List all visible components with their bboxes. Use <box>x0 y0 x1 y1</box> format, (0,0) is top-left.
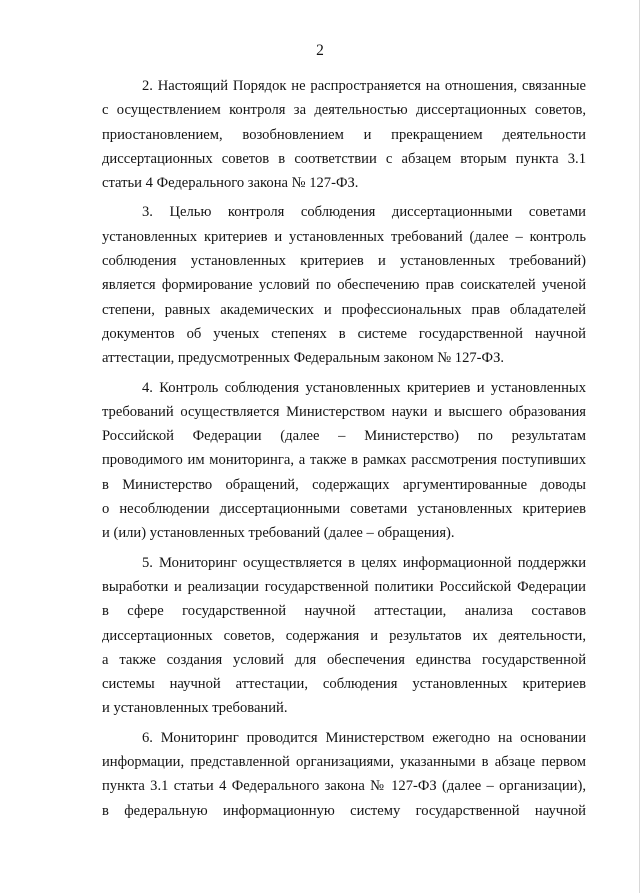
text-line: в федеральную информационную систему государственной научной <box>102 802 586 819</box>
text-line: 4. Контроль соблюдения установленных критериев и установленных <box>142 379 586 396</box>
text-line: и установленных требований. <box>102 700 288 717</box>
text-line: 5. Мониторинг осуществляется в целях информационной поддержки <box>142 554 586 571</box>
text-line: пункта 3.1 статьи 4 Федерального закона № 127-ФЗ (далее – организации), <box>102 778 586 795</box>
page-number: 2 <box>316 42 324 59</box>
paragraph-6 <box>102 726 586 823</box>
text-line: требований осуществляется Министерством науки и высшего образования <box>102 403 586 420</box>
text-line: информации, представленной организациями, указанными в абзаце первом <box>102 754 586 771</box>
text-line: установленных критериев и установленных требований (далее – контроль <box>102 228 586 245</box>
text-line: документов об ученых степенях в системе государственной научной <box>102 325 586 342</box>
text-line: аттестации, предусмотренных Федеральным законом № 127-ФЗ. <box>102 350 505 367</box>
paragraph-2 <box>102 74 586 195</box>
paragraph-4 <box>102 376 586 546</box>
text-line: диссертационных советов в соответствии с абзацем вторым пункта 3.1 <box>102 150 586 167</box>
document-body <box>102 74 586 828</box>
text-line: 6. Мониторинг проводится Министерством ежегодно на основании <box>142 729 586 746</box>
text-line: является формирование условий по обеспечению прав соискателей ученой <box>102 277 586 294</box>
text-line: 3. Целью контроля соблюдения диссертационными советами <box>142 204 586 221</box>
text-line: выработки и реализации государственной политики Российской Федерации <box>102 578 586 595</box>
text-line: о несоблюдении диссертационными советами установленных критериев <box>102 501 586 518</box>
text-line: степени, равных академических и профессиональных прав обладателей <box>102 301 586 318</box>
text-line: в сфере государственной научной аттестации, анализа составов <box>102 603 586 620</box>
text-line: с осуществлением контроля за деятельностью диссертационных советов, <box>102 102 586 119</box>
text-line: и (или) установленных требований (далее – обращения). <box>102 525 455 542</box>
text-line: статьи 4 Федерального закона № 127-ФЗ. <box>102 175 359 192</box>
text-line: проводимого им мониторинга, а также в рамках рассмотрения поступивших <box>102 452 586 469</box>
text-line: системы научной аттестации, соблюдения установленных критериев <box>102 676 586 693</box>
text-line: диссертационных советов, содержания и результатов их деятельности, <box>102 627 586 644</box>
text-line: в Министерство обращений, содержащих аргументированные доводы <box>102 476 586 493</box>
text-line: Российской Федерации (далее – Министерство) по результатам <box>102 428 586 445</box>
text-line: 2. Настоящий Порядок не распространяется на отношения, связанные <box>142 78 586 94</box>
text-line: приостановлением, возобновлением и прекращением деятельности <box>102 126 586 143</box>
text-line: соблюдения установленных критериев и установленных требований) <box>102 253 586 270</box>
paragraph-3 <box>102 200 586 370</box>
text-line: а также создания условий для обеспечения единства государственной <box>102 651 586 668</box>
paragraph-5 <box>102 551 586 721</box>
